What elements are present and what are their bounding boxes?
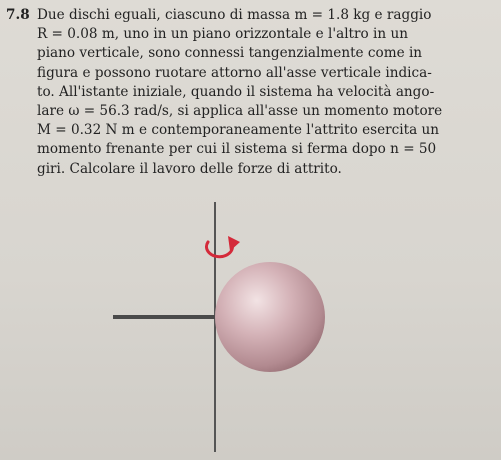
problem-text-line: piano verticale, sono connessi tangenzialmente come in bbox=[37, 45, 423, 62]
two-discs-figure bbox=[0, 190, 501, 460]
problem-text-line: M = 0.32 N m e contemporaneamente l'attrito esercita un bbox=[37, 122, 440, 139]
rotation-arrow-icon bbox=[206, 236, 240, 257]
problem-text-line: Due dischi eguali, ciascuno di massa m = 1.8 kg e raggio bbox=[37, 7, 432, 23]
problem-text-line: giri. Calcolare il lavoro delle forze di attrito. bbox=[37, 160, 342, 177]
vertical-disc bbox=[215, 262, 325, 372]
problem-line-1 bbox=[6, 6, 494, 25]
problem-number: 7.8 bbox=[6, 7, 30, 23]
problem-text-line: momento frenante per cui il sistema si ferma dopo n = 50 bbox=[37, 141, 437, 158]
problem-statement bbox=[6, 6, 494, 179]
problem-text-line: lare ω = 56.3 rad/s, si applica all'asse un momento motore bbox=[37, 102, 443, 119]
problem-text-line: figura e possono ruotare attorno all'asse verticale indica- bbox=[37, 64, 432, 81]
problem-text-line: to. All'istante iniziale, quando il sistema ha velocità ango- bbox=[37, 83, 435, 100]
problem-text-line: R = 0.08 m, uno in un piano orizzontale e l'altro in un bbox=[37, 26, 408, 43]
horizontal-disc-edge bbox=[113, 315, 215, 319]
